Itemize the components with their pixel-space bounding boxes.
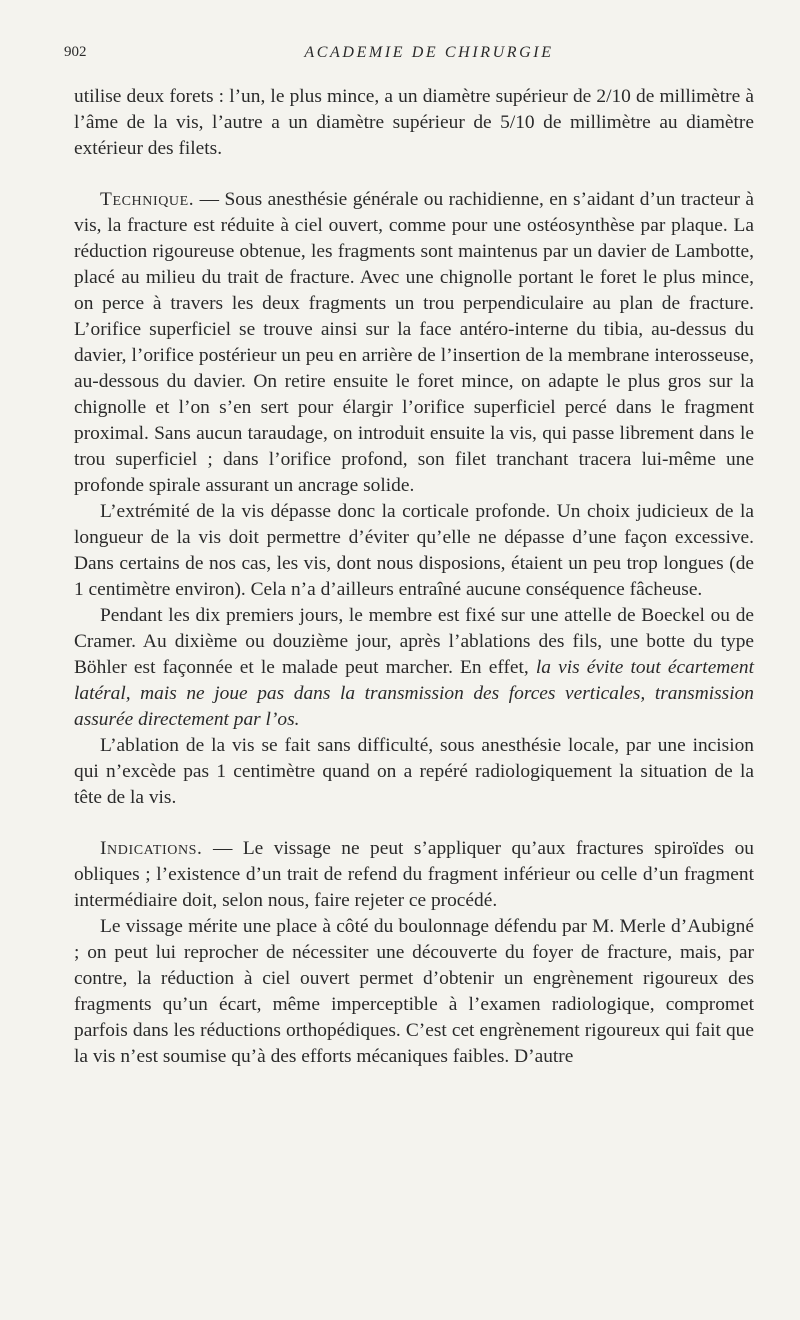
section-heading-technique: Technique. xyxy=(100,189,195,210)
pendant-italic-text: la vis évite tout écartement latéral, mais ne joue pas dans la transmission des forces verticales, transmission assurée directement par l’os. xyxy=(74,657,754,730)
pendant-text: Pendant les dix premiers jours, le membre est fixé sur une attelle de Boeckel ou de Cramer. Au dixième ou douzième jour, après l’ablations des fils, une botte du type Böhler est façonnée et le malade peut marcher. En effet, xyxy=(74,605,754,678)
paragraph-pendant xyxy=(74,603,754,733)
page-number: 902 xyxy=(64,44,87,60)
technique-text: — Sous anesthésie générale ou rachidienne, en s’aidant d’un tracteur à vis, la fracture est réduite à ciel ouvert, comme pour une ostéosynthèse par plaque. La réduction rigoureuse obtenue, les fragments sont maintenus par un davier de Lambotte, placé au milieu du trait de fracture. Avec une chignolle portant le foret le plus mince, on perce à travers les deux fragments un trou perpendiculaire au plan de fracture. L’orifice superficiel se trouve ainsi sur la face antéro-interne du tibia, au-dessus du davier, l’orifice postérieur un peu en arrière de l’insertion de la membrane interosseuse, au-dessous du davier. On retire ensuite le foret mince, on adapte le plus gros sur la chignolle et l’on s’en sert pour élargir l’orifice superficiel percé dans le fragment proximal. Sans aucun taraudage, on introduit ensuite la vis, qui passe librement dans le trou superficiel ; dans l’orifice profond, son filet tranchant tracera lui-même une profonde spirale assurant un ancrage solide. xyxy=(74,189,754,496)
paragraph-forets: utilise deux forets : l’un, le plus mince, a un diamètre supérieur de 2/10 de millimètre à l’âme de la vis, l’autre a un diamètre supérieur de 5/10 de millimètre au diamètre extérieur des filets. xyxy=(74,86,754,159)
paragraph-vissage: Le vissage mérite une place à côté du boulonnage défendu par M. Merle d’Aubigné ; on peut lui reprocher de nécessiter une découverte du foyer de fracture, mais, par contre, la réduction à ciel ouvert permet d’obtenir un engrènement rigoureux des fragments qu’un écart, même imperceptible à l’examen radiologique, compromet parfois dans les réductions orthopédiques. C’est cet engrènement rigoureux qui fait que la vis n’est soumise qu’à des efforts mécaniques faibles. D’autre xyxy=(74,916,754,1067)
journal-title: ACADEMIE DE CHIRURGIE xyxy=(304,44,554,61)
paragraph-ablation: L’ablation de la vis se fait sans difficulté, sous anesthésie locale, par une incision qui n’excède pas 1 centimètre quand on a repéré radiologiquement la situation de la tête de la vis. xyxy=(74,735,754,808)
paragraph-extremite: L’extrémité de la vis dépasse donc la corticale profonde. Un choix judicieux de la longueur de la vis doit permettre d’éviter qu’elle ne dépasse d’une façon excessive. Dans certains de nos cas, les vis, dont nous disposions, étaient un peu trop longues (de 1 centimètre environ). Cela n’a d’ailleurs entraîné aucune conséquence fâcheuse. xyxy=(74,501,754,600)
running-header xyxy=(64,44,754,66)
indications-text: — Le vissage ne peut s’appliquer qu’aux fractures spiroïdes ou obliques ; l’existence d’un trait de refend du fragment inférieur ou celle d’un fragment intermédiaire doit, selon nous, faire rejeter ce procédé. xyxy=(74,838,754,911)
paragraph-technique xyxy=(74,187,754,499)
section-heading-indications: Indications. xyxy=(100,838,203,859)
paragraph-indications xyxy=(74,836,754,914)
